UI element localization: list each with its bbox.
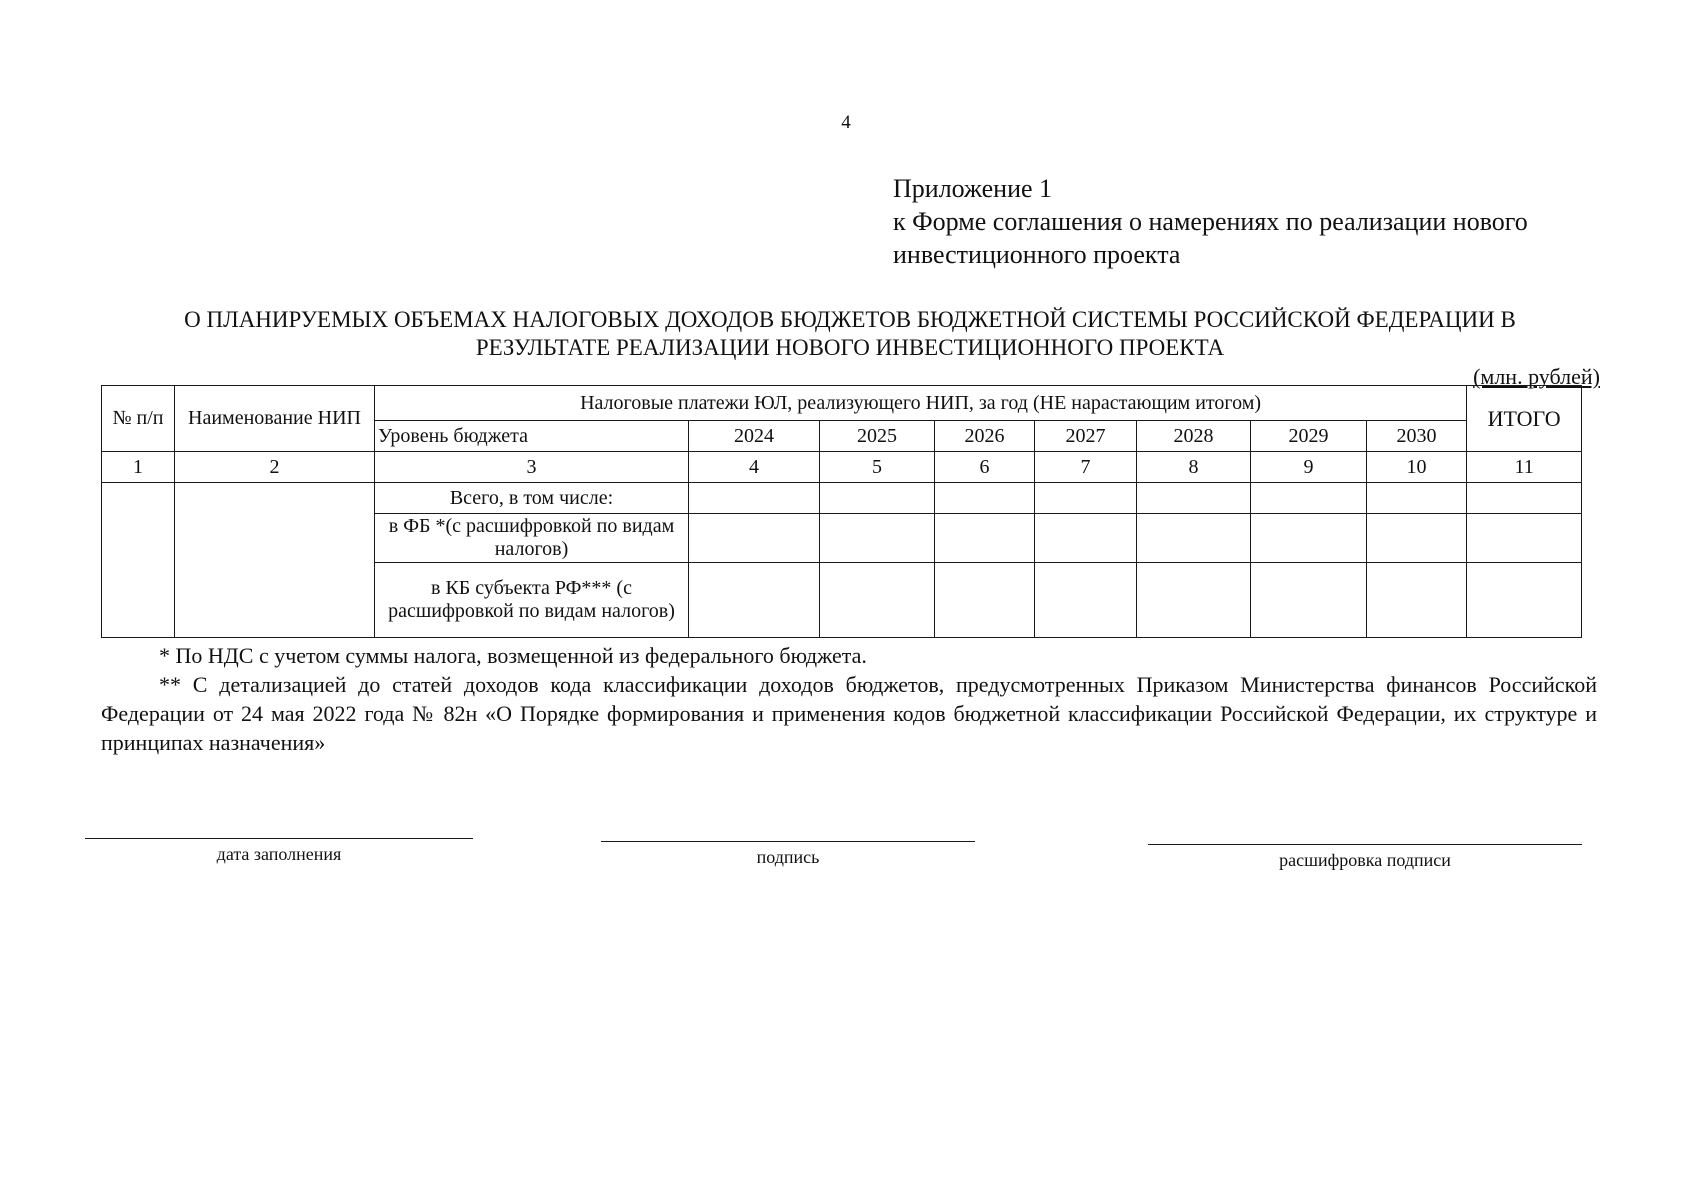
date-line[interactable] [85, 838, 473, 839]
document-title [100, 306, 1600, 362]
header-col-num: № п/п [102, 386, 175, 452]
column-index: 6 [935, 452, 1035, 483]
footnote-vat: * По НДС с учетом суммы налога, возмещенной из федерального бюджета. [159, 643, 867, 668]
header-col-name: Наименование НИП [175, 386, 375, 452]
decoding-label: расшифровка подписи [1279, 850, 1451, 870]
value-cell[interactable] [1035, 563, 1137, 638]
value-cell[interactable] [1251, 563, 1367, 638]
value-cell[interactable] [1467, 514, 1582, 563]
date-label: дата заполнения [216, 844, 342, 864]
header-year: 2027 [1035, 421, 1137, 452]
value-cell[interactable] [820, 514, 935, 563]
page-number: 4 [841, 112, 851, 133]
value-cell[interactable] [1367, 483, 1467, 514]
signature-block [601, 841, 975, 868]
units-label: (млн. рублей) [1473, 364, 1600, 389]
column-index: 8 [1137, 452, 1251, 483]
value-cell[interactable] [1251, 483, 1367, 514]
header-year: 2025 [820, 421, 935, 452]
value-cell[interactable] [1467, 563, 1582, 638]
footnotes [101, 641, 1597, 757]
header-year: 2026 [935, 421, 1035, 452]
column-index: 1 [102, 452, 175, 483]
value-cell[interactable] [935, 483, 1035, 514]
column-index: 10 [1367, 452, 1467, 483]
value-cell[interactable] [935, 514, 1035, 563]
column-index: 9 [1251, 452, 1367, 483]
header-year: 2028 [1137, 421, 1251, 452]
value-cell[interactable] [1137, 514, 1251, 563]
appendix-header [893, 172, 1528, 271]
row-label-regional-budget: в КБ субъекта РФ*** (с расшифровкой по видам налогов) [375, 563, 689, 638]
signature-date-block [85, 838, 473, 865]
decoding-line[interactable] [1148, 844, 1582, 845]
header-col-budget-level: Уровень бюджета [375, 421, 689, 452]
value-cell[interactable] [689, 563, 820, 638]
header-col-total: ИТОГО [1467, 386, 1582, 452]
signature-line[interactable] [601, 841, 975, 842]
column-index: 2 [175, 452, 375, 483]
value-cell[interactable] [1137, 563, 1251, 638]
footnote-classification: ** С детализацией до статей доходов кода классификации доходов бюджетов, предусмотренных Приказом Министерства финансов Российской Федерации от 24 мая 2022 года № 82н «О Порядке формирования и применения кодов бюджетной классификации Российской Федерации, их структуре и принципах назначения» [101, 672, 1597, 755]
row-label-total: Всего, в том числе: [375, 483, 689, 514]
value-cell[interactable] [1467, 483, 1582, 514]
column-index: 5 [820, 452, 935, 483]
appendix-line-2: к Форме соглашения о намерениях по реализации нового [893, 207, 1528, 236]
value-cell[interactable] [820, 483, 935, 514]
value-cell[interactable] [1367, 563, 1467, 638]
appendix-line-3: инвестиционного проекта [893, 240, 1181, 269]
tax-revenue-table [101, 385, 1582, 638]
header-row-group [102, 386, 1582, 421]
signature-decoding-block [1148, 844, 1582, 871]
value-cell[interactable] [689, 483, 820, 514]
signature-label: подпись [756, 847, 820, 867]
value-cell[interactable] [820, 563, 935, 638]
header-group-tax-payments: Налоговые платежи ЮЛ, реализующего НИП, за год (НЕ нарастающим итогом) [375, 386, 1467, 421]
column-index: 7 [1035, 452, 1137, 483]
table-row-total [102, 483, 1582, 514]
column-index: 3 [375, 452, 689, 483]
header-year: 2029 [1251, 421, 1367, 452]
cell-name-empty[interactable] [175, 483, 375, 638]
value-cell[interactable] [935, 563, 1035, 638]
header-year: 2030 [1367, 421, 1467, 452]
document-title-line-2: РЕЗУЛЬТАТЕ РЕАЛИЗАЦИИ НОВОГО ИНВЕСТИЦИОННОГО ПРОЕКТА [475, 335, 1225, 360]
column-index: 4 [689, 452, 820, 483]
value-cell[interactable] [1035, 514, 1137, 563]
value-cell[interactable] [1367, 514, 1467, 563]
value-cell[interactable] [1035, 483, 1137, 514]
value-cell[interactable] [1251, 514, 1367, 563]
appendix-line-1: Приложение 1 [893, 174, 1053, 203]
header-year: 2024 [689, 421, 820, 452]
cell-num-empty[interactable] [102, 483, 175, 638]
value-cell[interactable] [689, 514, 820, 563]
column-index: 11 [1467, 452, 1582, 483]
row-label-federal-budget: в ФБ *(с расшифровкой по видам налогов) [375, 514, 689, 563]
value-cell[interactable] [1137, 483, 1251, 514]
document-title-line-1: О ПЛАНИРУЕМЫХ ОБЪЕМАХ НАЛОГОВЫХ ДОХОДОВ БЮДЖЕТОВ БЮДЖЕТНОЙ СИСТЕМЫ РОССИЙСКОЙ ФЕДЕРАЦИИ В [184, 307, 1516, 332]
column-index-row [102, 452, 1582, 483]
